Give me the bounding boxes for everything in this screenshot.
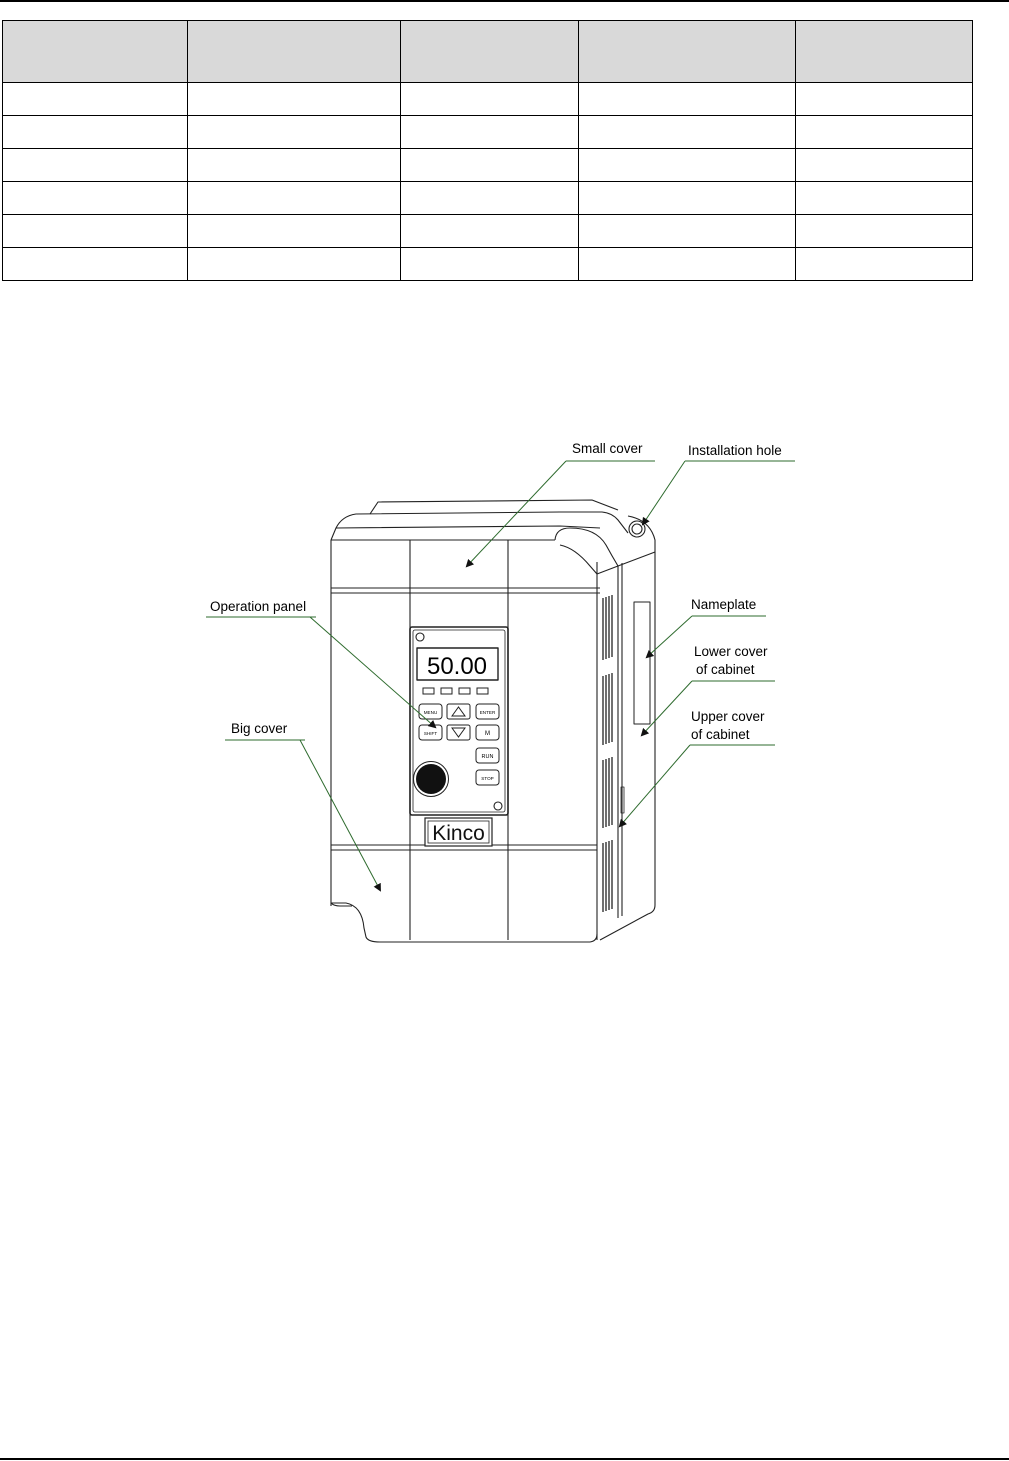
callout-labels xyxy=(210,441,782,742)
inverter-drawing xyxy=(331,500,655,942)
front-body-outline xyxy=(331,540,352,906)
footer-rule xyxy=(0,1458,1009,1460)
label-upper-cover-2: of cabinet xyxy=(691,727,750,742)
top-lid xyxy=(331,512,628,540)
label-installation-hole: Installation hole xyxy=(688,443,782,458)
svg-text:STOP: STOP xyxy=(481,776,494,781)
dial-knob xyxy=(416,764,446,794)
svg-text:SHIFT: SHIFT xyxy=(423,731,438,736)
label-small-cover: Small cover xyxy=(572,441,643,456)
side-vents xyxy=(603,595,612,912)
panel-contents xyxy=(414,653,500,846)
label-upper-cover-1: Upper cover xyxy=(691,709,765,724)
installation-hole-circle xyxy=(629,521,645,537)
label-nameplate: Nameplate xyxy=(691,597,757,612)
display-value: 50.00 xyxy=(426,653,488,680)
status-leds xyxy=(423,688,488,694)
nameplate-rect xyxy=(634,602,650,724)
brand-logo: Kinco xyxy=(432,822,485,845)
top-handle xyxy=(555,528,618,566)
label-big-cover: Big cover xyxy=(231,721,288,736)
svg-text:MENU: MENU xyxy=(423,710,438,715)
svg-text:ENTER: ENTER xyxy=(479,710,496,715)
big-cover-cutout xyxy=(331,903,597,942)
svg-text:M: M xyxy=(485,731,490,737)
label-lower-cover-2: of cabinet xyxy=(696,662,755,677)
label-lower-cover-1: Lower cover xyxy=(694,644,768,659)
svg-text:RUN: RUN xyxy=(481,754,494,760)
label-operation-panel: Operation panel xyxy=(210,599,307,614)
